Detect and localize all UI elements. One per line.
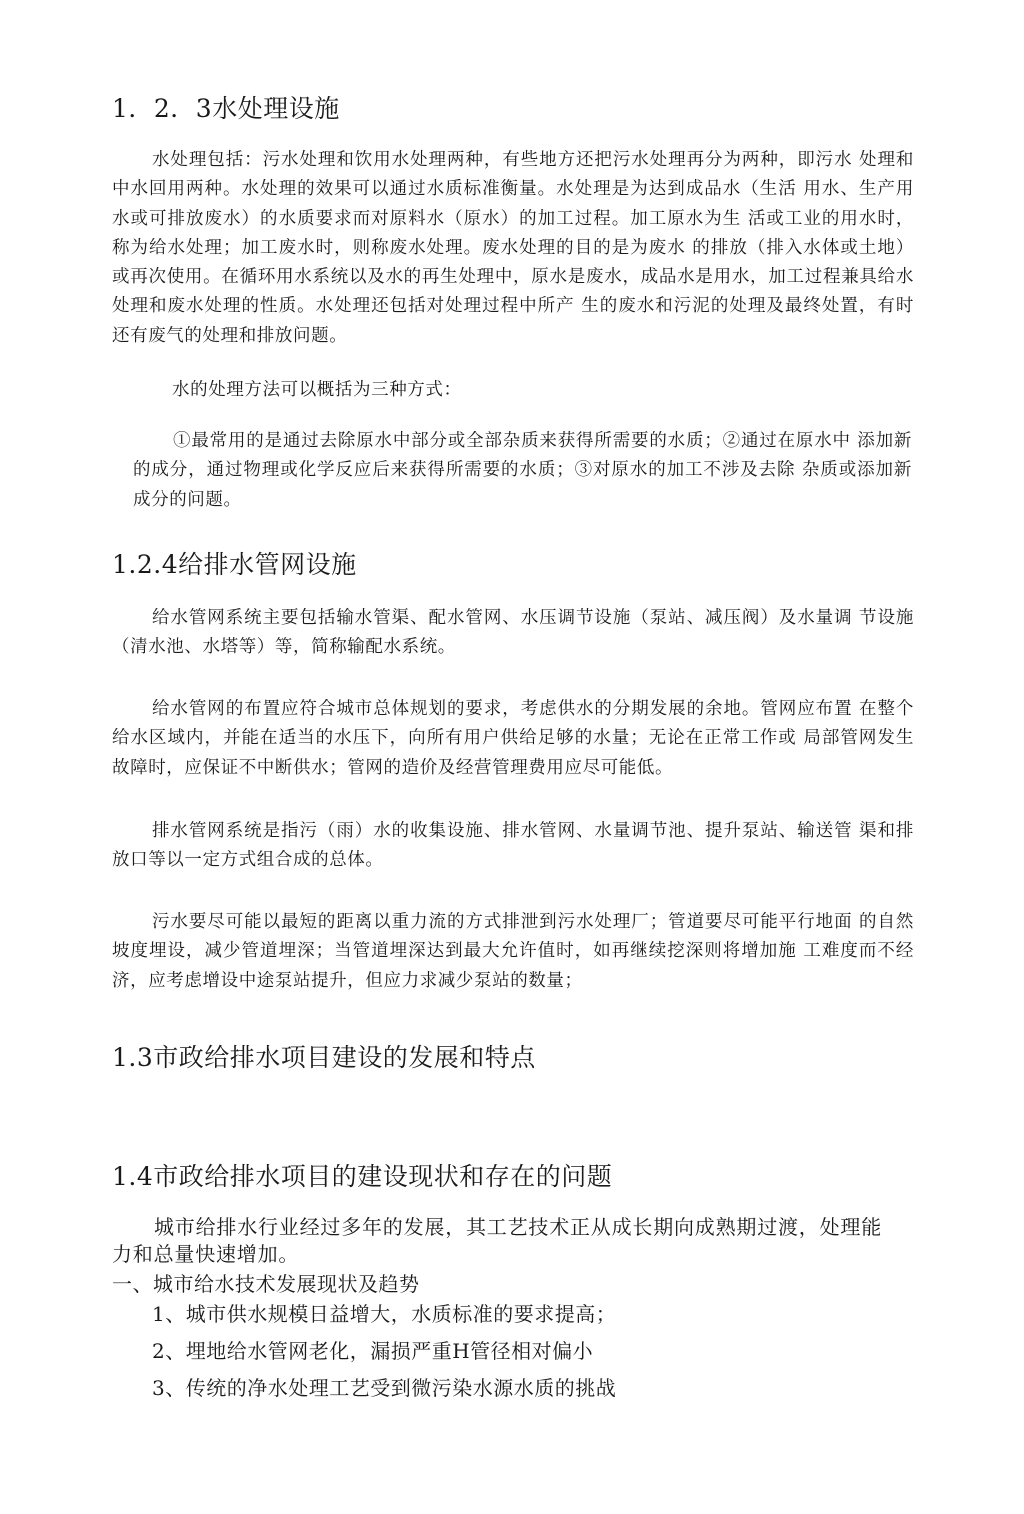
paragraph-sewage-gravity: 污水要尽可能以最短的距离以重力流的方式排泄到污水处理厂；管道要尽可能平行地面 的自然坡度埋设，减少管道埋深；当管道埋深达到最大允许值时，如再继续挖深则将增加施 工难度而不经济，应考虑增设中途泵站提升，但应力求减少泵站的数量； [112,912,914,991]
paragraph-methods-intro: 水的处理方法可以概括为三种方式： [172,380,462,400]
heading-1-4: 1.4市政给排水项目的建设现状和存在的问题 [112,1162,613,1191]
heading-1-2-4: 1.2.4给排水管网设施 [112,550,357,579]
paragraph-network-layout: 给水管网的布置应符合城市总体规划的要求，考虑供水的分期发展的余地。管网应布置 在整个给水区域内，并能在适当的水压下，向所有用户供给足够的水量；无论在正常工作或 局部管网发生故障时，应保证不中断供水；管网的造价及经营管理费用应尽可能低。 [112,699,914,778]
list-item-3: 3、传统的净水处理工艺受到微污染水源水质的挑战 [152,1376,617,1400]
paragraph-drainage-network: 排水管网系统是指污（雨）水的收集设施、排水管网、水量调节池、提升泵站、输送管 渠和排放口等以一定方式组合成的总体。 [112,821,914,871]
paragraph-industry-status: 城市给排水行业经过多年的发展，其工艺技术正从成长期向成熟期过渡，处理能力和总量快速增加。 [112,1215,882,1266]
heading-1-3: 1.3市政给排水项目建设的发展和特点 [112,1043,536,1072]
list-item-2: 2、埋地给水管网老化，漏损严重H管径相对偏小 [152,1339,594,1363]
paragraph-water-treatment: 水处理包括：污水处理和饮用水处理两种，有些地方还把污水处理再分为两种，即污水 处理和中水回用两种。水处理的效果可以通过水质标准衡量。水处理是为达到成品水（生活 用水、生产用水或可排放废水）的水质要求而对原料水（原水）的加工过程。加工原水为生 活或工业的用水时，称为给水处理；加工废水时，则称废水处理。废水处理的目的是为废水 的排放（排入水体或土地）或再次使用。在循环用水系统以及水的再生处理中，原水是废水，成品水是用水，加工过程兼具给水处理和废水处理的性质。水处理还包括对处理过程中所产 生的废水和污泥的处理及最终处置，有时还有废气的处理和排放问题。 [112,150,914,346]
list-item-1: 1、城市供水规模日益增大，水质标准的要求提高； [152,1302,617,1326]
paragraph-methods-list: ①最常用的是通过去除原水中部分或全部杂质来获得所需要的水质；②通过在原水中 添加新的成分，通过物理或化学反应后来获得所需要的水质；③对原水的加工不涉及去除 杂质或添加新成分的问题。 [133,431,912,510]
heading-1-2-3: 1．2．3水处理设施 [112,94,340,123]
subheading-water-supply-trends: 一、城市给水技术发展现状及趋势 [112,1272,420,1296]
paragraph-supply-network: 给水管网系统主要包括输水管渠、配水管网、水压调节设施（泵站、减压阀）及水量调 节设施（清水池、水塔等）等，简称输配水系统。 [112,608,914,658]
